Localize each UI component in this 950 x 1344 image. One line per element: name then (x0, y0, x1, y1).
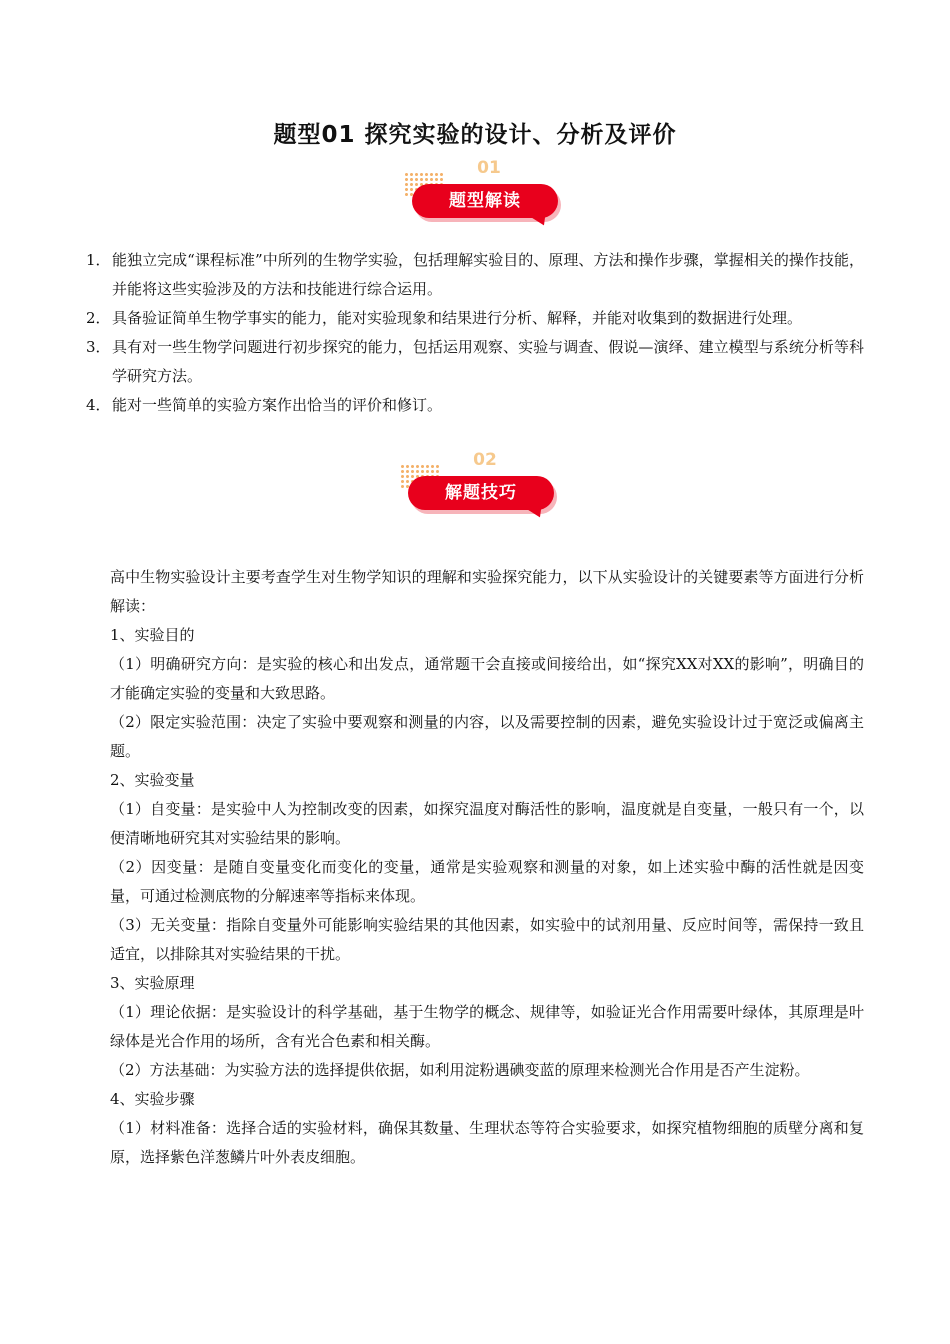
badge-number: 01 (477, 158, 501, 178)
question-type-goals (86, 246, 864, 420)
list-item: 1． 能独立完成“课程标准”中所列的生物学实验，包括理解实验目的、原理、方法和操作步骤，掌握相关的操作技能，并能将这些实验涉及的方法和技能进行综合运用。 (86, 251, 864, 298)
paragraph: （1）自变量：是实验中人为控制改变的因素，如探究温度对酶活性的影响，温度就是自变量，一般只有一个，以便清晰地研究其对实验结果的影响。 (110, 800, 864, 847)
paragraph: （2）限定实验范围：决定了实验中要观察和测量的内容，以及需要控制的因素，避免实验设计过于宽泛或偏离主题。 (110, 713, 864, 760)
paragraph: （1）材料准备：选择合适的实验材料，确保其数量、生理状态等符合实验要求，如探究植物细胞的质壁分离和复原，选择紫色洋葱鳞片叶外表皮细胞。 (110, 1119, 864, 1166)
intro-paragraph: 高中生物实验设计主要考查学生对生物学知识的理解和实验探究能力，以下从实验设计的关键要素等方面进行分析解读： (110, 568, 864, 615)
paragraph: （2）方法基础：为实验方法的选择提供依据，如利用淀粉遇碘变蓝的原理来检测光合作用是否产生淀粉。 (110, 1061, 810, 1079)
paragraph: （1）明确研究方向：是实验的核心和出发点，通常题干会直接或间接给出，如“探究XX对XX的影响”，明确目的才能确定实验的变量和大致思路。 (110, 655, 864, 702)
solving-tips (110, 563, 864, 1172)
section-heading: 4、实验步骤 (110, 1090, 195, 1108)
paragraph: （2）因变量：是随自变量变化而变化的变量，通常是实验观察和测量的对象，如上述实验中酶的活性就是因变量，可通过检测底物的分解速率等指标来体现。 (110, 858, 864, 905)
section-heading: 1、实验目的 (110, 626, 195, 644)
section-heading: 2、实验变量 (110, 771, 195, 789)
list-item: 3． 具有对一些生物学问题进行初步探究的能力，包括运用观察、实验与调查、假说—演绎、建立模型与系统分析等科学研究方法。 (86, 338, 864, 385)
badge-label: 解题技巧 (445, 483, 517, 503)
badge-number: 02 (473, 450, 497, 470)
section-heading: 3、实验原理 (110, 974, 195, 992)
section-badge-1 (404, 158, 574, 242)
list-item: 4． 能对一些简单的实验方案作出恰当的评价和修订。 (86, 396, 443, 414)
list-item: 2． 具备验证简单生物学事实的能力，能对实验现象和结果进行分析、解释，并能对收集到的数据进行处理。 (86, 309, 803, 327)
paragraph: （1）理论依据：是实验设计的科学基础，基于生物学的概念、规律等，如验证光合作用需要叶绿体，其原理是叶绿体是光合作用的场所，含有光合色素和相关酶。 (110, 1003, 864, 1050)
paragraph: （3）无关变量：指除自变量外可能影响实验结果的其他因素，如实验中的试剂用量、反应时间等，需保持一致且适宜，以排除其对实验结果的干扰。 (110, 916, 864, 963)
section-badge-2 (400, 450, 570, 534)
badge-label: 题型解读 (449, 191, 521, 211)
page-title: 题型01 探究实验的设计、分析及评价 (273, 122, 677, 148)
